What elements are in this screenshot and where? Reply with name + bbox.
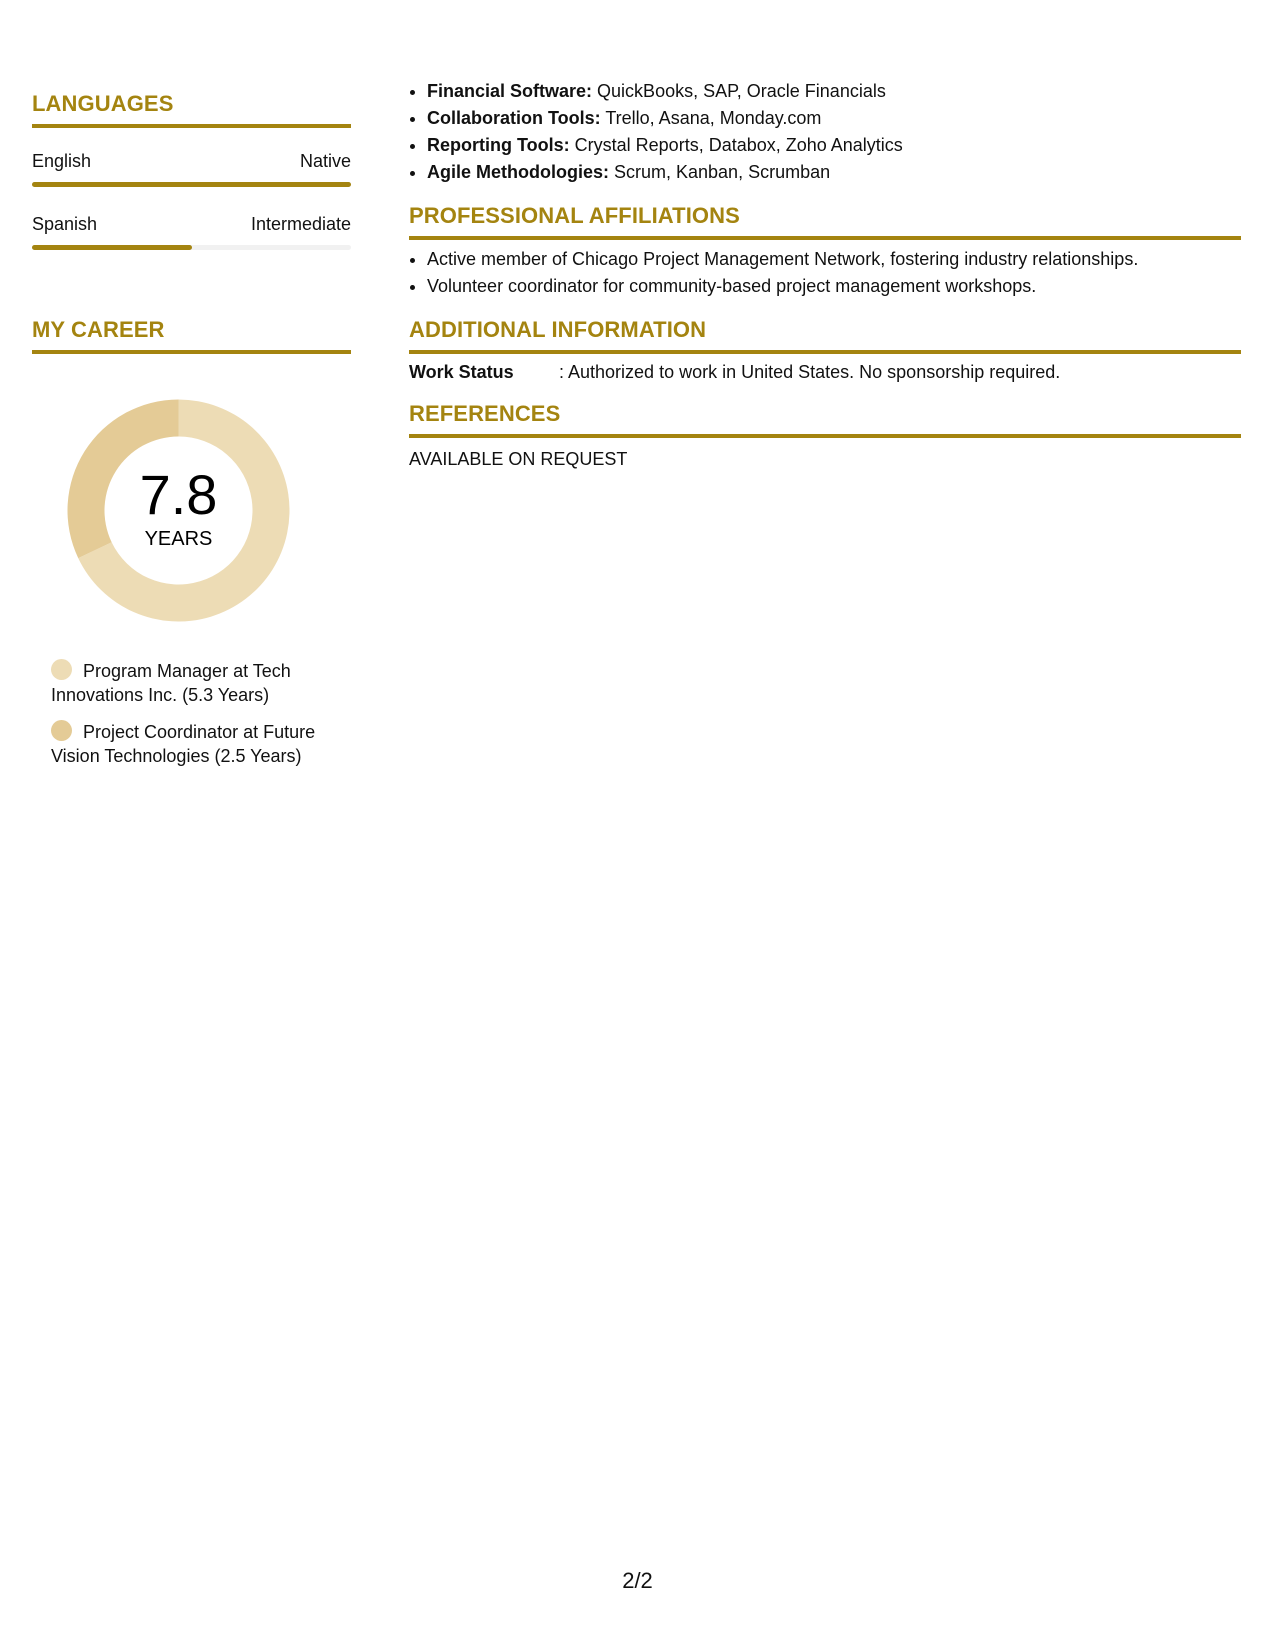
sidebar — [32, 90, 351, 781]
skill-item — [427, 105, 1241, 132]
work-status-row — [409, 360, 1241, 384]
language-bar — [32, 182, 351, 187]
career-total-value: 7.8 — [139, 462, 218, 526]
legend-dot-icon — [51, 720, 72, 741]
skill-value: QuickBooks, SAP, Oracle Financials — [592, 81, 886, 101]
skill-value: Trello, Asana, Monday.com — [600, 108, 822, 128]
affiliations-section — [409, 202, 1241, 300]
skill-value: Crystal Reports, Databox, Zoho Analytics — [569, 135, 903, 155]
page-number: 2/2 — [622, 1568, 653, 1593]
skills-list — [409, 78, 1241, 186]
references-text: AVAILABLE ON REQUEST — [409, 449, 628, 469]
languages-title: LANGUAGES — [32, 90, 351, 128]
career-title: MY CAREER — [32, 316, 351, 354]
skill-value: Scrum, Kanban, Scrumban — [609, 162, 831, 182]
references-section — [409, 400, 1241, 471]
additional-info-title: ADDITIONAL INFORMATION — [409, 316, 1241, 354]
career-legend-item — [51, 659, 341, 707]
skill-label: Agile Methodologies: — [427, 162, 609, 182]
career-legend-label: Project Coordinator at Future Vision Technologies (2.5 Years) — [51, 722, 316, 766]
language-bar — [32, 245, 351, 250]
main-content — [409, 78, 1241, 471]
references-title: REFERENCES — [409, 400, 1241, 438]
skill-item — [427, 132, 1241, 159]
language-level: Native — [299, 151, 351, 171]
career-legend — [51, 659, 341, 768]
affiliations-list — [409, 246, 1241, 300]
skill-label: Reporting Tools: — [427, 135, 570, 155]
affiliations-title: PROFESSIONAL AFFILIATIONS — [409, 202, 1241, 240]
language-item-english — [32, 150, 351, 187]
additional-info-section — [409, 316, 1241, 384]
skill-item — [427, 159, 1241, 186]
language-name: English — [32, 151, 92, 171]
language-bar-fill — [32, 182, 351, 187]
work-status-label: Work Status — [409, 362, 514, 382]
language-name: Spanish — [32, 214, 98, 234]
affiliation-item: • Volunteer coordinator for community-based project management workshops. — [427, 273, 1241, 300]
skill-label: Financial Software: — [427, 81, 593, 101]
career-total-unit: YEARS — [144, 527, 213, 550]
skill-item — [427, 78, 1241, 105]
career-donut-chart — [66, 398, 291, 623]
work-status-value: : Authorized to work in United States. No sponsorship required. — [559, 362, 1061, 382]
language-item-spanish — [32, 213, 351, 250]
skill-label: Collaboration Tools: — [427, 108, 601, 128]
language-level: Intermediate — [250, 214, 351, 234]
career-legend-label: Program Manager at Tech Innovations Inc. (5.3 Years) — [51, 661, 291, 705]
career-legend-item — [51, 720, 341, 768]
affiliation-item: • Active member of Chicago Project Management Network, fostering industry relationships. — [427, 246, 1241, 273]
language-bar-fill — [32, 245, 192, 250]
legend-dot-icon — [51, 659, 72, 680]
